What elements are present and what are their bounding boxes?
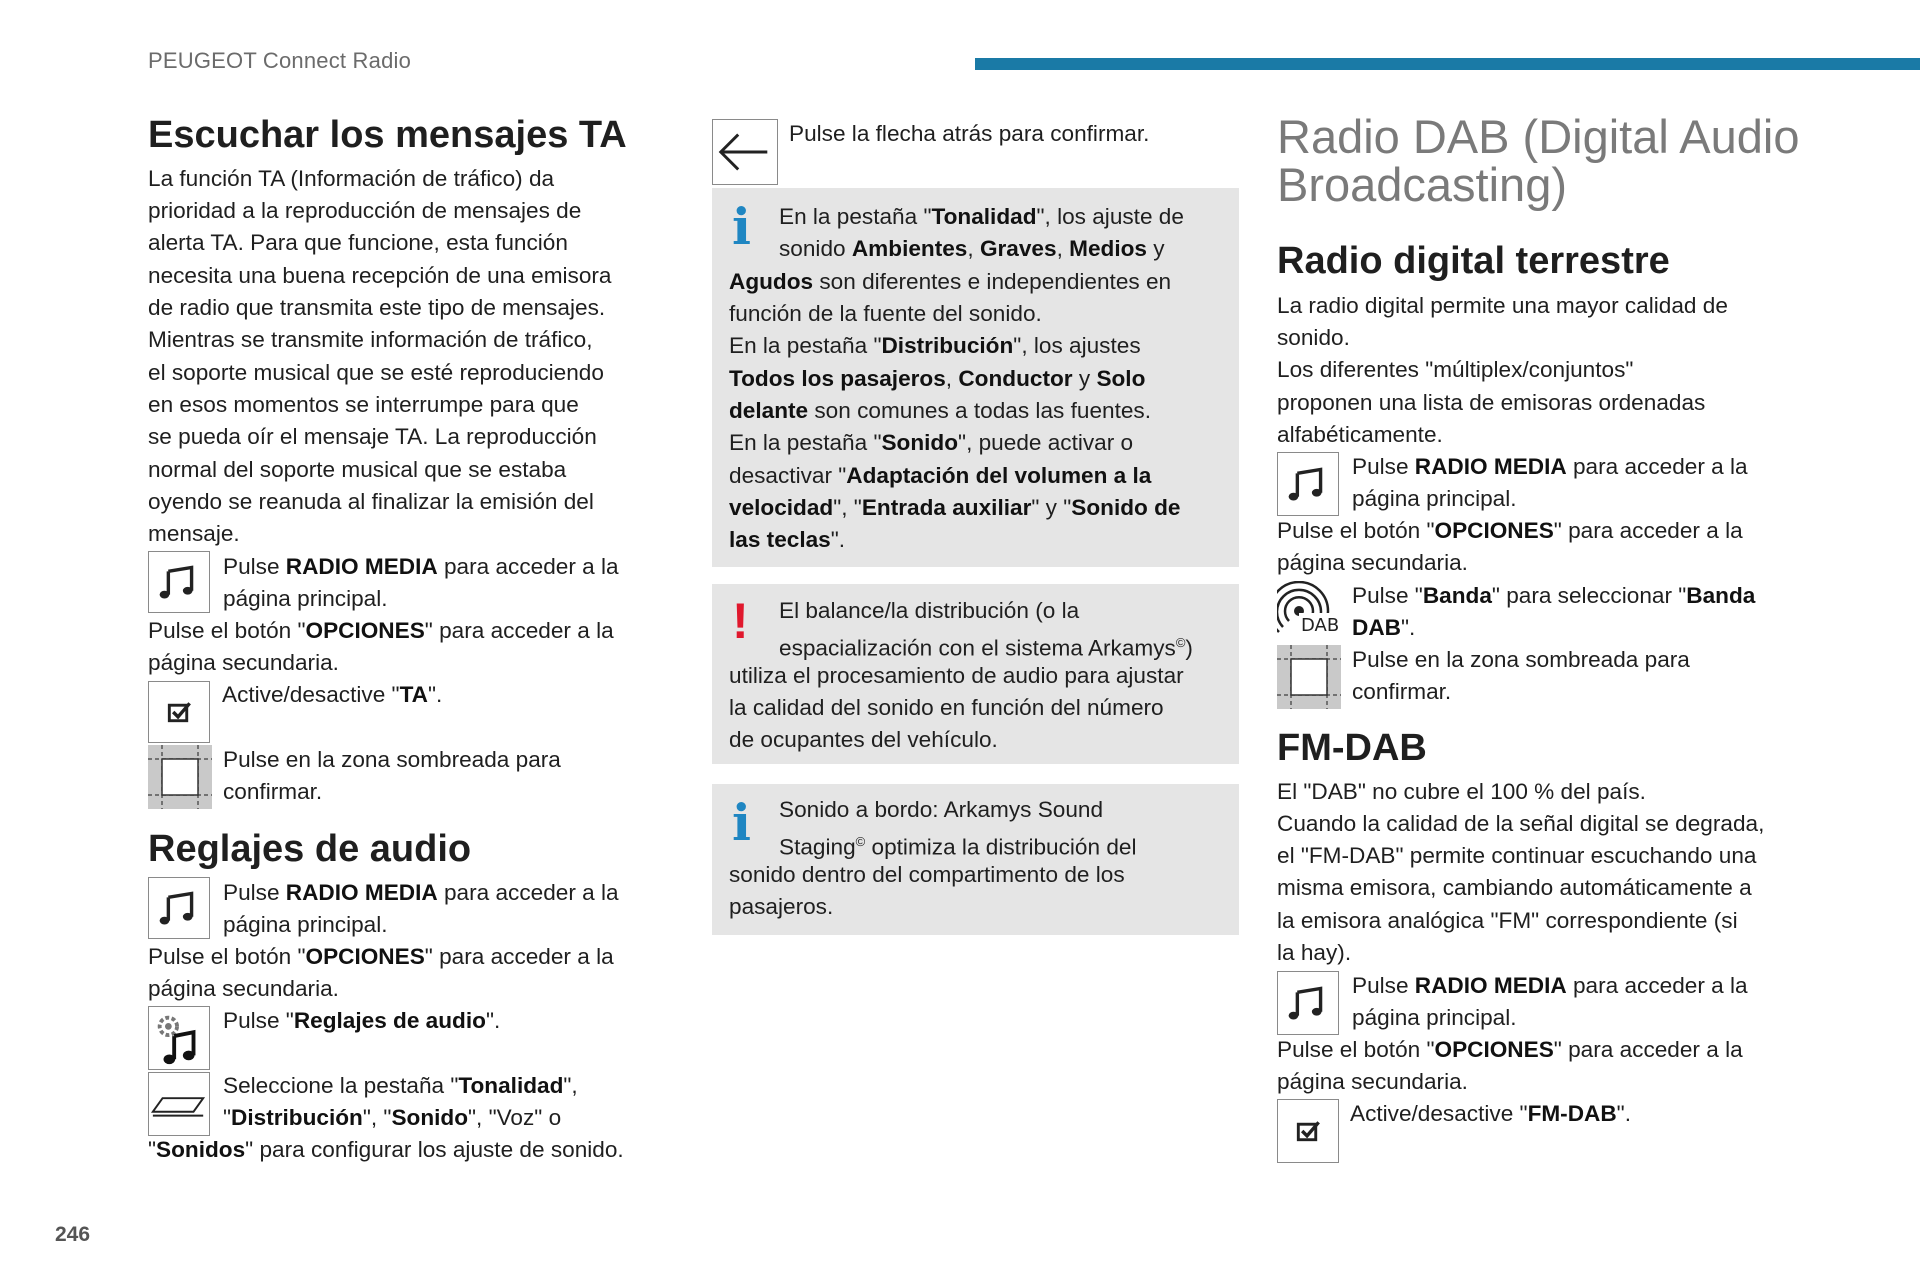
text-line: normal del soporte musical que se estaba — [148, 457, 567, 482]
music-note-icon — [1277, 452, 1339, 516]
info-box-arkamys — [712, 784, 1239, 935]
text-line: de ocupantes del vehículo. — [729, 727, 998, 752]
text-line: Agudos son diferentes e independientes en — [729, 269, 1172, 294]
text-line: página principal. — [223, 912, 388, 937]
text-line: Sonido a bordo: Arkamys Sound — [779, 797, 1104, 822]
text-line: función de la fuente del sonido. — [729, 301, 1042, 326]
info-icon: i — [732, 793, 751, 852]
text-line: Todos los pasajeros, Conductor y Solo — [729, 366, 1146, 391]
text-line: página principal. — [1352, 486, 1517, 511]
step-options: Pulse el botón "OPCIONES" para acceder a la — [148, 944, 614, 969]
step-options: Pulse el botón "OPCIONES" para acceder a la — [1277, 518, 1743, 543]
text-line: Pulse en la zona sombreada para — [223, 747, 561, 772]
tab-icon — [148, 1072, 210, 1136]
step-select-tab-3: "Sonidos" para configurar los ajuste de sonido. — [148, 1137, 624, 1162]
text-line: la calidad del sonido en función del número — [729, 695, 1164, 720]
music-note-icon — [148, 551, 210, 613]
text-line: delante son comunes a todas las fuentes. — [729, 398, 1151, 423]
title-radio-dab-2: Broadcasting) — [1277, 158, 1567, 211]
settings-music-icon — [148, 1006, 210, 1070]
text-line: el "FM-DAB" permite continuar escuchando una — [1277, 843, 1757, 868]
step-radio-media: Pulse RADIO MEDIA para acceder a la — [223, 880, 619, 905]
dab-band-icon — [1277, 581, 1339, 643]
svg-text:DAB: DAB — [1301, 615, 1339, 636]
text-line: página principal. — [223, 586, 388, 611]
text-line: La función TA (Información de tráfico) da — [148, 166, 555, 191]
text-line: misma emisora, cambiando automáticamente a — [1277, 875, 1752, 900]
text-line: la hay). — [1277, 940, 1352, 965]
text-line: mensaje. — [148, 521, 240, 546]
music-note-icon — [1277, 971, 1339, 1035]
text-line: espacialización con el sistema Arkamys©) — [779, 635, 1193, 661]
text-line: DAB". — [1352, 615, 1416, 640]
text-line: utiliza el procesamiento de audio para ajustar — [729, 663, 1184, 688]
text-line: página secundaria. — [1277, 1069, 1468, 1094]
heading-digital-radio: Radio digital terrestre — [1277, 240, 1670, 282]
step-options: Pulse el botón "OPCIONES" para acceder a la — [148, 618, 614, 643]
text-line: alfabéticamente. — [1277, 422, 1443, 447]
text-line: la emisora analógica "FM" correspondiente (si — [1277, 908, 1738, 933]
text-line: página secundaria. — [1277, 550, 1468, 575]
checkbox-icon — [1277, 1099, 1339, 1163]
heading-audio-settings: Reglajes de audio — [148, 828, 472, 870]
text-line: prioridad a la reproducción de mensajes de — [148, 198, 582, 223]
step-radio-media: Pulse RADIO MEDIA para acceder a la — [1352, 454, 1748, 479]
shaded-zone-icon — [148, 745, 212, 809]
text-line: de radio que transmita este tipo de mensajes. — [148, 295, 606, 320]
text-line: pasajeros. — [729, 894, 834, 919]
text-line: en esos momentos se interrumpe para que — [148, 392, 579, 417]
text-line: necesita una buena recepción de una emisora — [148, 263, 612, 288]
text-line: Los diferentes "múltiplex/conjuntos" — [1277, 357, 1634, 382]
page-number: 246 — [55, 1223, 91, 1246]
back-arrow-text: Pulse la flecha atrás para confirmar. — [789, 121, 1150, 146]
text-line: confirmar. — [1352, 679, 1452, 704]
text-line: oyendo se reanuda al finalizar la emisión del — [148, 489, 594, 514]
text-line: El balance/la distribución (o la — [779, 598, 1080, 623]
text-line: las teclas". — [729, 527, 846, 552]
step-radio-media: Pulse RADIO MEDIA para acceder a la — [1352, 973, 1748, 998]
text-line: Cuando la calidad de la señal digital se degrada, — [1277, 811, 1765, 836]
music-note-icon — [148, 877, 210, 939]
text-line: el soporte musical que se esté reproduciendo — [148, 360, 604, 385]
step-ta-toggle: Active/desactive "TA". — [222, 682, 443, 707]
text-line: En la pestaña "Sonido", puede activar o — [729, 430, 1134, 455]
info-icon: i — [732, 197, 751, 256]
title-radio-dab: Radio DAB (Digital Audio — [1277, 110, 1800, 163]
step-select-tab-2: "Distribución", "Sonido", "Voz" o — [223, 1105, 562, 1130]
step-band: Pulse "Banda" para seleccionar "Banda — [1352, 583, 1756, 608]
text-line: sonido. — [1277, 325, 1350, 350]
checkbox-icon — [148, 681, 210, 743]
info-box-tonalidad — [712, 188, 1239, 567]
shaded-zone-icon — [1277, 645, 1341, 709]
heading-ta-messages: Escuchar los mensajes TA — [148, 114, 627, 156]
text-line: El "DAB" no cubre el 100 % del país. — [1277, 779, 1646, 804]
text-line: página secundaria. — [148, 976, 339, 1001]
text-line: proponen una lista de emisoras ordenadas — [1277, 390, 1706, 415]
text-line: Pulse en la zona sombreada para — [1352, 647, 1690, 672]
header-accent-bar — [975, 58, 1920, 70]
text-line: Mientras se transmite información de tráfico, — [148, 327, 593, 352]
text-line: Staging© optimiza la distribución del — [779, 834, 1137, 860]
heading-fm-dab: FM-DAB — [1277, 727, 1427, 769]
text-line: En la pestaña "Tonalidad", los ajuste de — [779, 204, 1184, 229]
text-line: velocidad", "Entrada auxiliar" y "Sonido de — [729, 495, 1181, 520]
text-line: se pueda oír el mensaje TA. La reproducción — [148, 424, 597, 449]
step-fmdab-toggle: Active/desactive "FM-DAB". — [1350, 1101, 1631, 1126]
text-line: sonido dentro del compartimento de los — [729, 862, 1125, 887]
text-line: alerta TA. Para que funcione, esta función — [148, 230, 568, 255]
step-radio-media: Pulse RADIO MEDIA para acceder a la — [223, 554, 619, 579]
text-line: La radio digital permite una mayor calidad de — [1277, 293, 1728, 318]
step-select-tab: Seleccione la pestaña "Tonalidad", — [223, 1073, 578, 1098]
text-line: página principal. — [1352, 1005, 1517, 1030]
text-line: desactivar "Adaptación del volumen a la — [729, 463, 1152, 488]
page-header-title: PEUGEOT Connect Radio — [148, 48, 412, 73]
warning-icon: ! — [732, 593, 749, 649]
text-line: En la pestaña "Distribución", los ajustes — [729, 333, 1141, 358]
text-line: sonido Ambientes, Graves, Medios y — [779, 236, 1165, 261]
step-options: Pulse el botón "OPCIONES" para acceder a la — [1277, 1037, 1743, 1062]
back-arrow-icon — [712, 119, 778, 185]
text-line: página secundaria. — [148, 650, 339, 675]
step-audio-settings: Pulse "Reglajes de audio". — [223, 1008, 501, 1033]
text-line: confirmar. — [223, 779, 323, 804]
warning-box-balance — [712, 584, 1239, 764]
